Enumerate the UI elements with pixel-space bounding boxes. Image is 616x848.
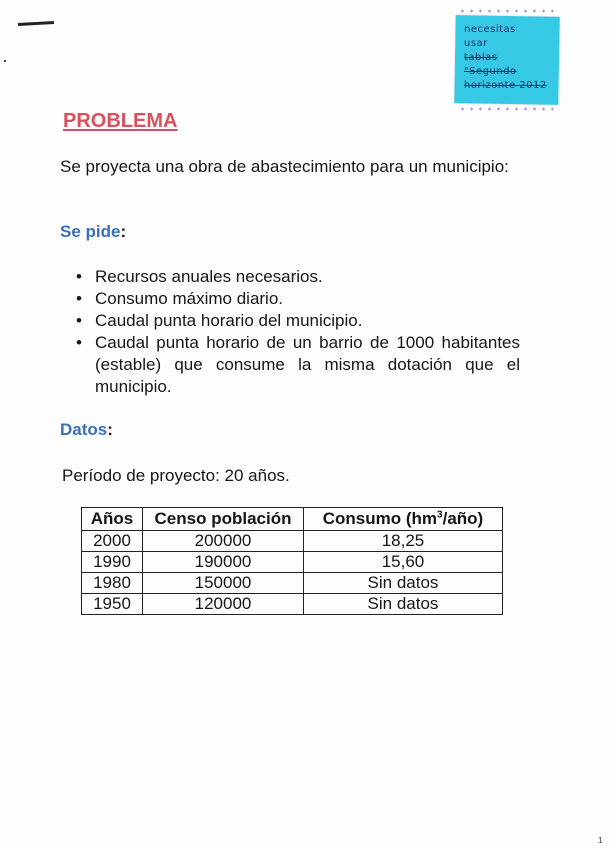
- header-consumption-sup: 3: [437, 509, 443, 521]
- cell-year: 1950: [82, 594, 143, 615]
- cell-consumption: Sin datos: [304, 594, 503, 615]
- list-item: • Caudal punta horario del municipio.: [76, 310, 520, 332]
- cell-census: 190000: [143, 552, 304, 573]
- sticky-note-line: usar: [464, 38, 488, 49]
- cell-year: 1990: [82, 552, 143, 573]
- sticky-note-line: horizonte 2012: [464, 80, 547, 91]
- sticky-note-dots-top: [458, 8, 558, 14]
- datos-heading: [60, 420, 113, 440]
- table-row: [82, 594, 503, 615]
- intro-paragraph: Se proyecta una obra de abastecimiento para un municipio:: [60, 157, 509, 176]
- header-years: Años: [82, 508, 143, 531]
- header-consumption: [304, 508, 503, 531]
- cell-consumption: 18,25: [304, 531, 503, 552]
- list-item: • Caudal punta horario de un barrio de 1000 habitantes (estable) que consume la misma dotación que el municipio.: [76, 332, 520, 398]
- table-row: [82, 552, 503, 573]
- table-row: [82, 573, 503, 594]
- list-item: • Recursos anuales necesarios.: [76, 266, 520, 288]
- scan-pen-mark: [18, 21, 54, 26]
- se-pide-heading: [60, 222, 126, 242]
- list-item: • Consumo máximo diario.: [76, 288, 520, 310]
- table-header-row: [82, 508, 503, 531]
- requirements-list: [76, 266, 520, 398]
- se-pide-colon: :: [120, 222, 127, 241]
- header-census: Censo población: [143, 508, 304, 531]
- cell-year: 2000: [82, 531, 143, 552]
- cell-consumption: 15,60: [304, 552, 503, 573]
- cell-year: 1980: [82, 573, 143, 594]
- cell-census: 200000: [143, 531, 304, 552]
- sticky-note-line: necesitas: [464, 24, 516, 35]
- header-consumption-suffix: /año): [442, 509, 484, 528]
- se-pide-label: Se pide: [60, 222, 121, 241]
- page-corner-mark: 1: [598, 836, 603, 845]
- datos-colon: :: [107, 420, 113, 439]
- sticky-note-line: "Segundo: [464, 66, 517, 77]
- project-period: Período de proyecto: 20 años.: [62, 466, 290, 485]
- header-consumption-prefix: Consumo (hm: [322, 509, 438, 528]
- datos-label: Datos: [60, 420, 108, 439]
- scan-dust-mark: [4, 60, 6, 62]
- sticky-note-dots-bottom: [458, 106, 558, 112]
- problem-title: PROBLEMA: [63, 110, 178, 132]
- cell-consumption: Sin datos: [304, 573, 503, 594]
- cell-census: 120000: [143, 594, 304, 615]
- sticky-note-line: tablas: [464, 52, 498, 63]
- cell-census: 150000: [143, 573, 304, 594]
- population-consumption-table: [81, 507, 503, 615]
- table-row: [82, 531, 503, 552]
